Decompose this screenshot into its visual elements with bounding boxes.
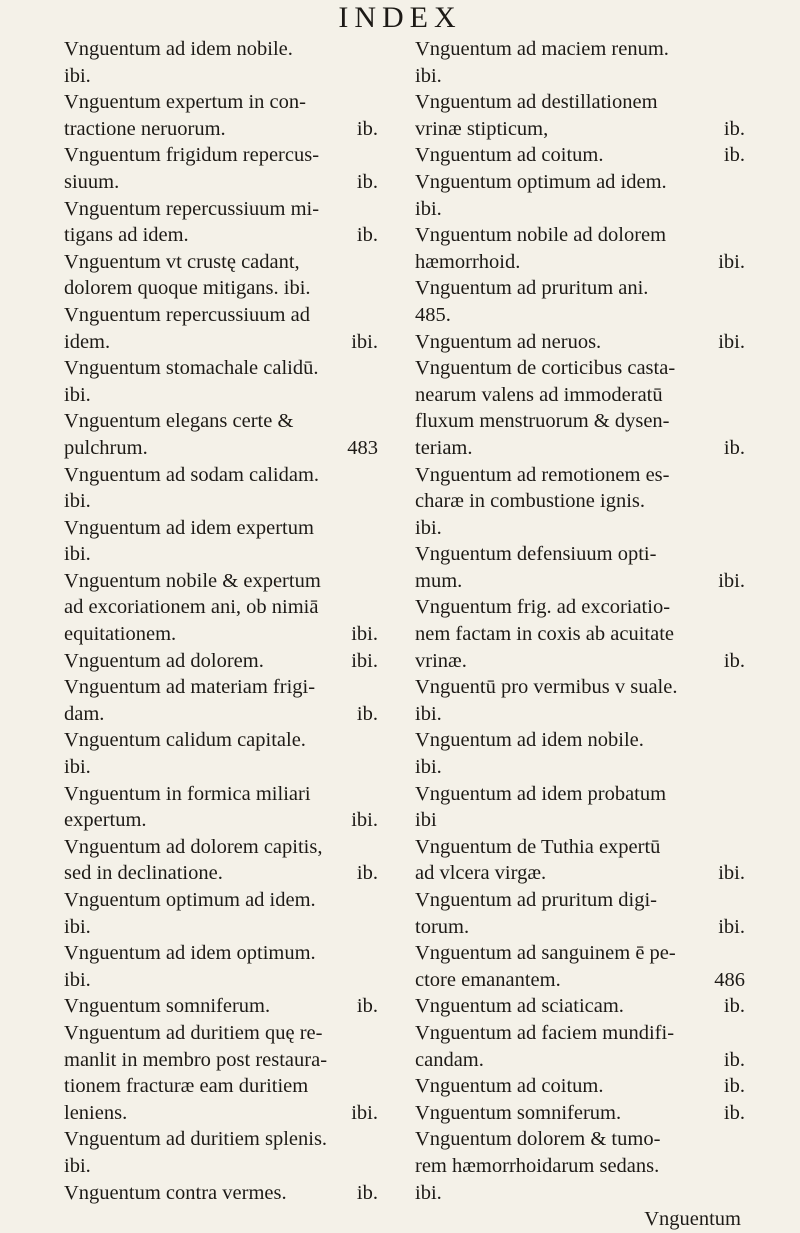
entry-line: hæmorrhoid. ibi. <box>415 249 747 276</box>
entry-line: siuum. ib. <box>64 169 380 196</box>
entry-line: ibi. <box>64 1154 91 1177</box>
index-entry <box>415 594 747 674</box>
entry-line: ibi. <box>415 756 442 779</box>
page-reference: ibi. <box>351 330 378 353</box>
index-entry <box>64 887 380 940</box>
entry-line: Vnguentum ad coitum. ib. <box>415 142 747 169</box>
entry-line: manlit in membro post restaura- <box>64 1048 328 1071</box>
catchword: Vnguentum <box>644 1208 741 1231</box>
entry-line: Vnguentum ad idem optimum. <box>64 942 316 965</box>
entry-line: dam. ib. <box>64 701 380 728</box>
entry-line: Vnguentum defensiuum opti- <box>415 543 657 566</box>
index-entry <box>415 993 747 1020</box>
entry-line: ad vlcera virgæ. ibi. <box>415 860 747 887</box>
entry-line: ibi. <box>64 968 91 991</box>
entry-line: Vnguentum ad remotionem es- <box>415 463 670 486</box>
index-entry <box>415 834 747 887</box>
entry-line: Vnguentum calidum capitale. <box>64 729 306 752</box>
page-reference: ib. <box>356 862 378 885</box>
index-column-left <box>64 36 380 1206</box>
entry-line: nearum valens ad immoderatū <box>415 383 663 406</box>
index-entry <box>415 355 747 461</box>
index-entry <box>64 1126 380 1179</box>
index-entry <box>64 89 380 142</box>
page-reference: ib. <box>723 436 745 459</box>
entry-line: Vnguentum frigidum repercus- <box>64 144 320 167</box>
index-entry <box>64 781 380 834</box>
entry-line: fluxum menstruorum & dysen- <box>415 410 670 433</box>
entry-line: tractione neruorum. ib. <box>64 116 380 143</box>
index-entry <box>415 329 747 356</box>
page-reference: ibi. <box>718 330 745 353</box>
entry-line: ctore emanantem. 486 <box>415 967 747 994</box>
entry-line: ibi. <box>415 516 442 539</box>
entry-line: Vnguentum ad pruritum ani. <box>415 277 649 300</box>
page-reference: ib. <box>723 144 745 167</box>
entry-line: Vnguentum dolorem & tumo- <box>415 1128 661 1151</box>
entry-line: leniens. ibi. <box>64 1100 380 1127</box>
entry-line: Vnguentum ad duritiem splenis. <box>64 1128 328 1151</box>
entry-line: Vnguentum ad idem probatum <box>415 782 667 805</box>
index-entry <box>64 674 380 727</box>
entry-line: Vnguentum vt crustę cadant, <box>64 250 300 273</box>
page-reference: ib. <box>356 117 378 140</box>
page-header: INDEX <box>338 1 462 34</box>
entry-line: tionem fracturæ eam duritiem <box>64 1075 309 1098</box>
entry-line: Vnguentum frig. ad excoriatio- <box>415 596 671 619</box>
entry-line: Vnguentum ad faciem mundifi- <box>415 1021 675 1044</box>
entry-line: Vnguentum ad idem expertum <box>64 516 314 539</box>
page-reference: ib. <box>723 649 745 672</box>
entry-line: Vnguentum ad pruritum digi- <box>415 889 657 911</box>
entry-line: charæ in combustione ignis. <box>415 490 646 513</box>
entry-line: ibi. <box>415 197 442 220</box>
entry-line: dolorem quoque mitigans. ibi. <box>64 277 311 300</box>
index-entry <box>415 1100 747 1127</box>
page-reference: ib. <box>356 170 378 193</box>
entry-line: Vnguentum expertum in con- <box>64 91 306 114</box>
entry-line: Vnguentum ad duritiem quę re- <box>64 1021 323 1044</box>
index-entry <box>415 1126 747 1206</box>
page-reference: 483 <box>347 436 378 459</box>
index-entry <box>64 993 380 1020</box>
entry-line: pulchrum. 483 <box>64 435 380 462</box>
page-reference: ibi. <box>351 1101 378 1124</box>
entry-line: ibi. <box>415 64 442 87</box>
index-entry <box>415 36 747 89</box>
entry-line: Vnguentum ad dolorem. ibi. <box>64 648 380 675</box>
entry-line: Vnguentum ad dolorem capitis, <box>64 835 323 858</box>
entry-line: Vnguentum ad materiam frigi- <box>64 676 316 699</box>
entry-line: Vnguentum nobile ad dolorem <box>415 224 667 247</box>
entry-line: ad excoriationem ani, ob nimiā <box>64 596 319 619</box>
index-entry <box>64 249 380 302</box>
index-entry <box>415 462 747 542</box>
index-entry <box>415 142 747 169</box>
entry-line: Vnguentum ad maciem renum. <box>415 38 669 60</box>
entry-line: mum. ibi. <box>415 568 747 595</box>
entry-line: Vnguentum ad sodam calidam. <box>64 463 320 486</box>
entry-line: Vnguentum contra vermes. ib. <box>64 1180 380 1207</box>
index-entry <box>415 89 747 142</box>
entry-line: sed in declinatione. ib. <box>64 860 380 887</box>
page-reference: ibi. <box>718 250 745 273</box>
entry-line: ibi <box>415 809 437 832</box>
page-reference: ibi. <box>718 915 745 938</box>
entry-line: torum. ibi. <box>415 914 747 941</box>
index-entry <box>64 1180 380 1207</box>
index-entry <box>64 940 380 993</box>
entry-line: tigans ad idem. ib. <box>64 222 380 249</box>
index-entry <box>415 674 747 727</box>
page-reference: ib. <box>356 702 378 725</box>
index-entry <box>64 834 380 887</box>
index-entry <box>64 302 380 355</box>
index-entry <box>415 541 747 594</box>
entry-line: ibi. <box>64 64 91 87</box>
entry-line: equitationem. ibi. <box>64 621 380 648</box>
index-entry <box>415 1073 747 1100</box>
index-entry <box>415 222 747 275</box>
index-entry <box>64 568 380 648</box>
entry-line: Vnguentū pro vermibus v suale. <box>415 676 678 699</box>
index-entry <box>415 1020 747 1073</box>
entry-line: Vnguentum nobile & expertum <box>64 569 321 592</box>
entry-line: Vnguentum elegans certe & <box>64 410 294 433</box>
page-reference: ibi. <box>718 569 745 592</box>
entry-line: Vnguentum ad sanguinem ē pe- <box>415 942 676 965</box>
page-reference: ibi. <box>351 623 378 646</box>
page-reference: ib. <box>723 1048 745 1071</box>
entry-line: ibi. <box>64 543 91 566</box>
entry-line: rem hæmorrhoidarum sedans. <box>415 1154 660 1177</box>
index-entry <box>64 355 380 408</box>
entry-line: ibi. <box>64 383 91 406</box>
index-entry <box>64 727 380 780</box>
page-reference: ib. <box>356 1181 378 1204</box>
index-column-right <box>415 36 747 1233</box>
entry-line: idem. ibi. <box>64 329 380 356</box>
entry-line: Vnguentum ad destillationem <box>415 91 658 114</box>
entry-line: Vnguentum repercussiuum mi- <box>64 197 320 220</box>
entry-line: ibi. <box>64 756 91 779</box>
page-reference: ib. <box>356 995 378 1018</box>
page-reference: ibi. <box>351 649 378 672</box>
page-reference: ib. <box>356 224 378 247</box>
index-entry <box>415 940 747 993</box>
entry-line: Vnguentum optimum ad idem. <box>415 170 667 193</box>
entry-line: Vnguentum ad coitum. ib. <box>415 1073 747 1100</box>
entry-line: ibi. <box>415 1181 442 1204</box>
index-entry <box>64 648 380 675</box>
entry-line: Vnguentum de corticibus casta- <box>415 357 676 380</box>
index-entry <box>415 887 747 940</box>
entry-line: expertum. ibi. <box>64 807 380 834</box>
index-entry <box>64 142 380 195</box>
index-entry <box>64 408 380 461</box>
entry-line: ibi. <box>415 702 442 725</box>
page-reference: ib. <box>723 995 745 1018</box>
index-entry <box>415 781 747 834</box>
entry-line: Vnguentum ad sciaticam. ib. <box>415 993 747 1020</box>
entry-line: Vnguentum optimum ad idem. <box>64 889 316 911</box>
entry-line: Vnguentum repercussiuum ad <box>64 303 310 326</box>
entry-line: Vnguentum stomachale calidū. <box>64 357 319 380</box>
page-reference: ib. <box>723 1101 745 1124</box>
index-entry <box>415 169 747 222</box>
entry-line: candam. ib. <box>415 1047 747 1074</box>
entry-line: Vnguentum somniferum. ib. <box>64 993 380 1020</box>
page-reference: 486 <box>714 968 745 991</box>
entry-line: Vnguentum somniferum. ib. <box>415 1100 747 1127</box>
entry-line: ibi. <box>64 915 91 938</box>
page-reference: ibi. <box>351 809 378 832</box>
entry-line: teriam. ib. <box>415 435 747 462</box>
entry-line: Vnguentum ad idem nobile. <box>64 38 293 60</box>
entry-line: nem factam in coxis ab acuitate <box>415 623 674 646</box>
page-reference: ib. <box>723 117 745 140</box>
entry-line: vrinæ. ib. <box>415 648 747 675</box>
page-reference: ib. <box>723 1075 745 1098</box>
entry-line: Vnguentum de Tuthia expertū <box>415 835 661 858</box>
page-reference: ibi. <box>718 862 745 885</box>
index-entry <box>64 196 380 249</box>
index-entry <box>64 1020 380 1126</box>
index-entry <box>415 727 747 780</box>
entry-line: Vnguentum ad neruos. ibi. <box>415 329 747 356</box>
index-entry <box>64 36 380 89</box>
entry-line: vrinæ stipticum, ib. <box>415 116 747 143</box>
index-entry <box>415 275 747 328</box>
index-entry <box>64 462 380 515</box>
entry-line: Vnguentum ad idem nobile. <box>415 729 644 752</box>
entry-line: Vnguentum in formica miliari <box>64 782 311 805</box>
entry-line: ibi. <box>64 490 91 513</box>
entry-line: 485. <box>415 303 451 326</box>
index-entry <box>64 515 380 568</box>
